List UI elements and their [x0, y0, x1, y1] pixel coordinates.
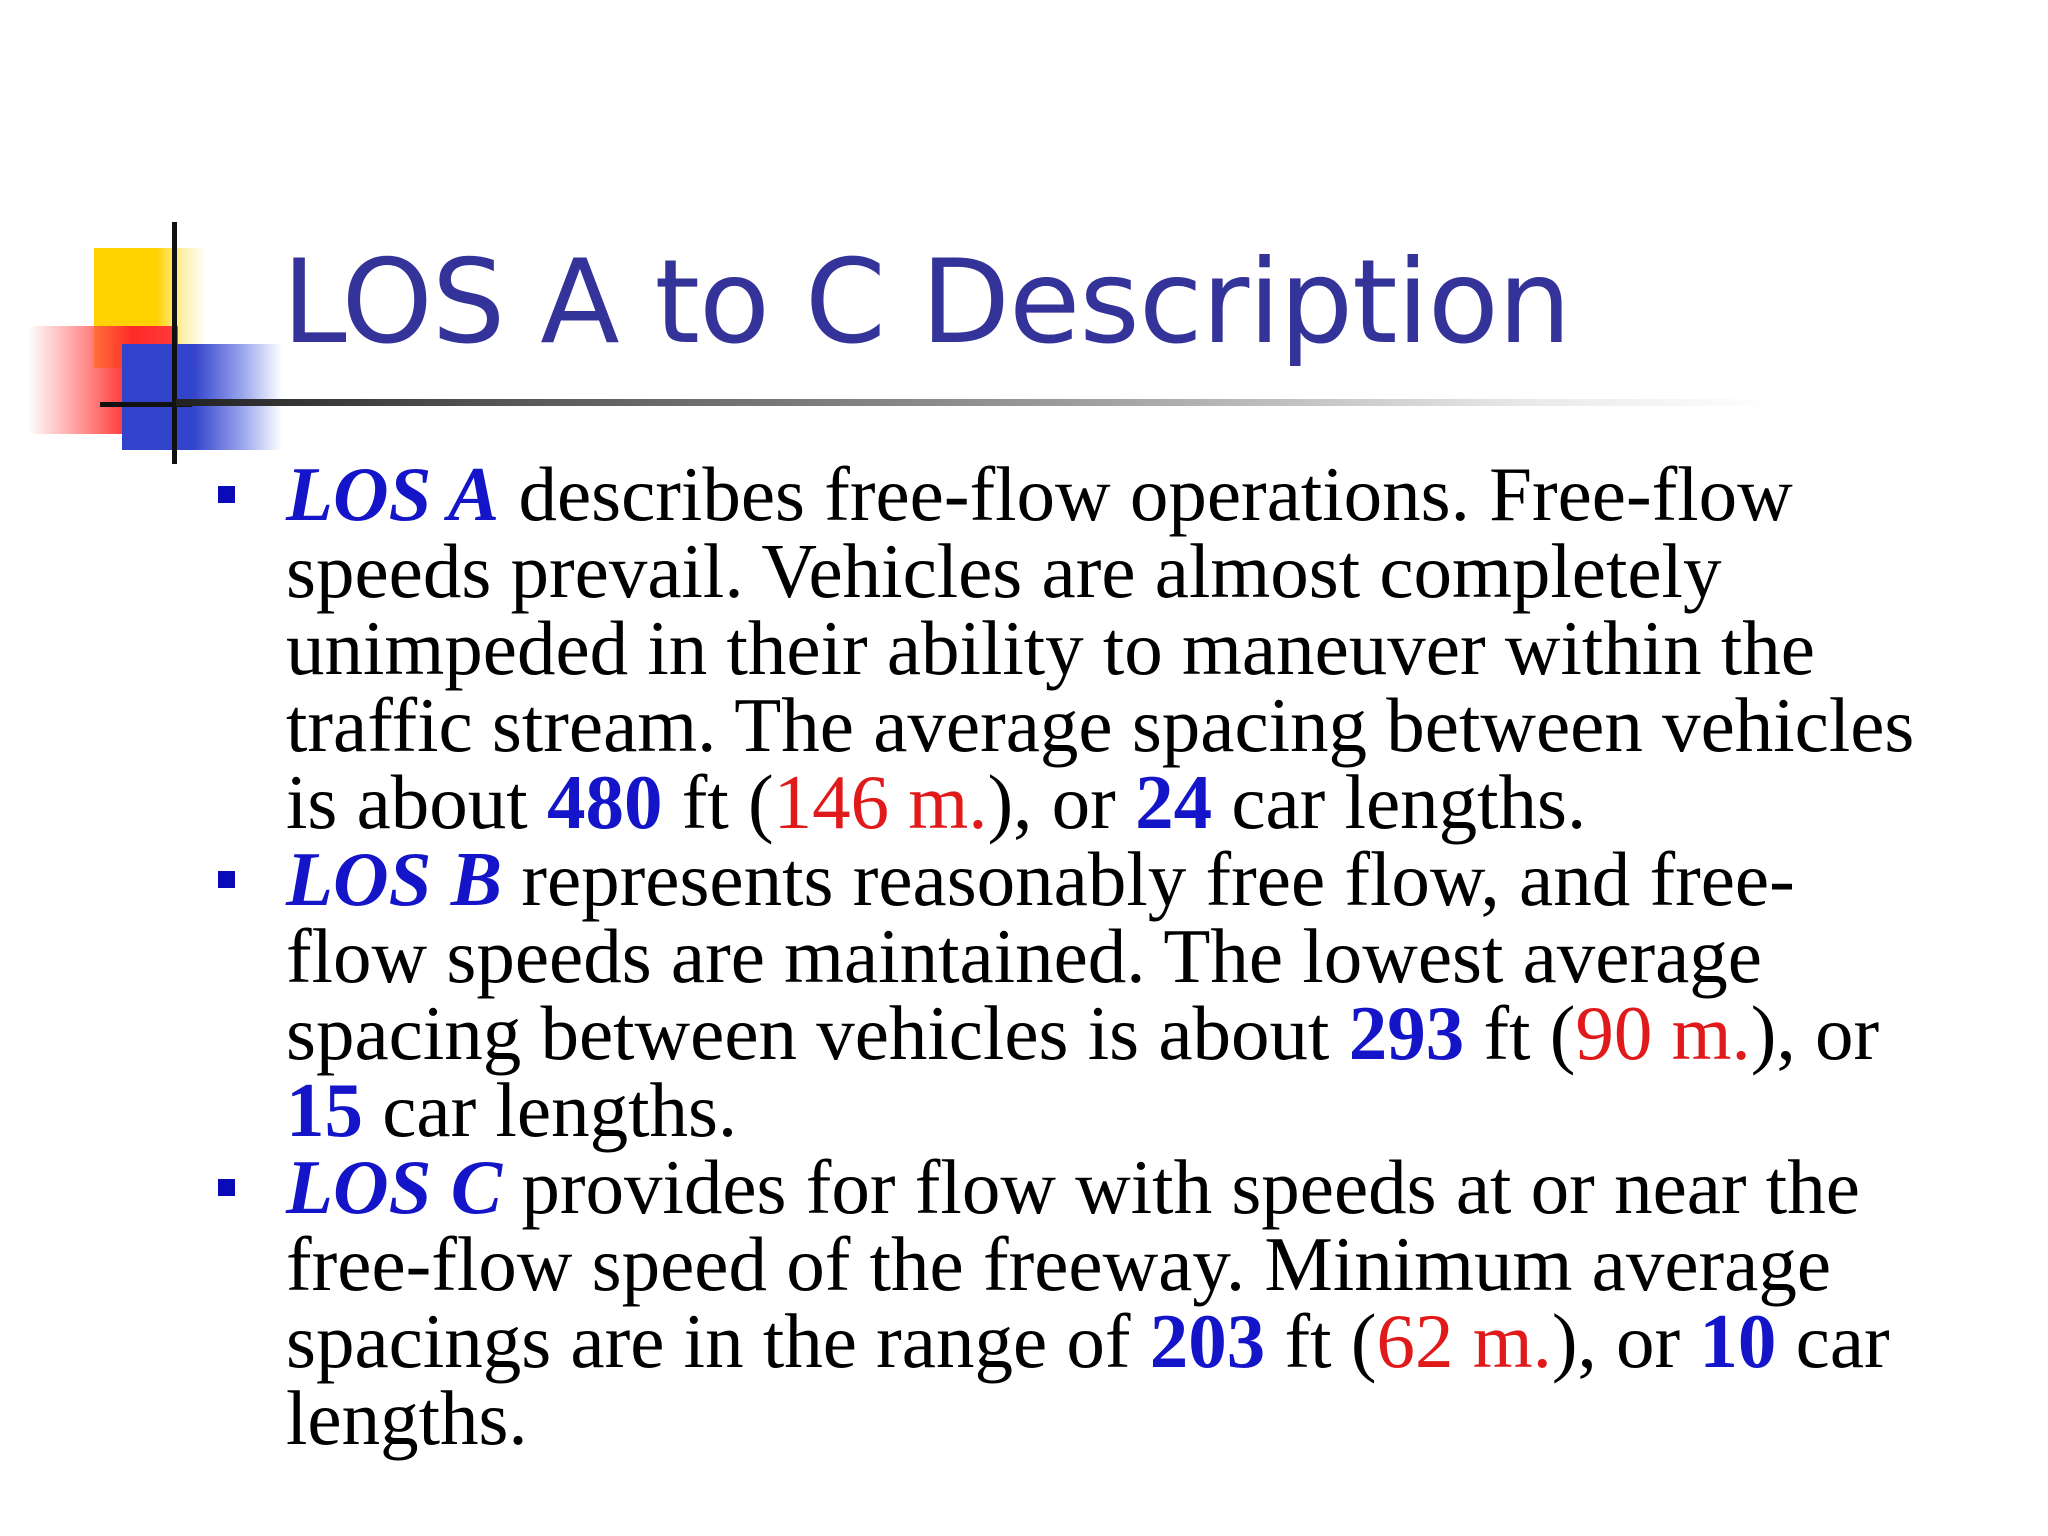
text-run: unimpeded in their ability to maneuver within the: [286, 605, 1815, 691]
text-line: [286, 1144, 2014, 1230]
metric-value: 146 m.: [773, 759, 988, 845]
text-run: car lengths.: [1212, 759, 1587, 845]
text-line: [286, 1067, 2014, 1153]
text-run: traffic stream. The average spacing between vehicles: [286, 682, 1915, 768]
metric-value: 62 m.: [1376, 1298, 1552, 1384]
text-line: [286, 836, 2014, 922]
text-run: free-flow speed of the freeway. Minimum average: [286, 1221, 1832, 1307]
text-run: flow speeds are maintained. The lowest average: [286, 913, 1762, 999]
bullet-text: [286, 1144, 2014, 1461]
text-run: ), or: [1750, 990, 1880, 1076]
slide-title: LOS A to C Description: [282, 235, 1571, 370]
text-run: car: [1776, 1298, 1890, 1384]
level-of-service-label: LOS B: [286, 836, 503, 922]
text-run: spacings are in the range of: [286, 1298, 1150, 1384]
level-of-service-label: LOS C: [286, 1144, 503, 1230]
metric-value: 90 m.: [1575, 990, 1751, 1076]
feet-value: 24: [1135, 759, 1213, 845]
text-run: provides for flow with speeds at or near the: [502, 1144, 1860, 1230]
feet-value: 15: [286, 1067, 363, 1153]
feet-value: 10: [1699, 1298, 1777, 1384]
text-line: [286, 605, 2014, 691]
text-line: [286, 913, 2014, 999]
text-run: ft (: [1265, 1298, 1377, 1384]
logo-blue-square: [122, 344, 282, 450]
text-run: describes free-flow operations. Free-flow: [499, 451, 1793, 537]
bullet-text: [286, 451, 2014, 845]
text-run: is about: [286, 759, 547, 845]
feet-value: 203: [1149, 1298, 1266, 1384]
title-underline: [176, 399, 1776, 406]
bullet-list: [214, 451, 2014, 1461]
text-run: represents reasonably free flow, and free-: [502, 836, 1795, 922]
text-run: ), or: [987, 759, 1136, 845]
square-bullet-icon: [218, 486, 235, 503]
logo-vertical-line: [172, 222, 177, 464]
text-line: [286, 682, 2014, 768]
text-run: car lengths.: [363, 1067, 738, 1153]
text-line: [286, 1298, 2014, 1384]
text-line: [286, 1375, 2014, 1461]
text-line: [286, 990, 2014, 1076]
bullet-item-los-b: [214, 836, 2014, 1153]
square-bullet-icon: [218, 871, 235, 888]
level-of-service-label: LOS A: [286, 451, 500, 537]
feet-value: 480: [546, 759, 663, 845]
text-run: lengths.: [286, 1375, 528, 1461]
text-line: [286, 528, 2014, 614]
text-line: [286, 451, 2014, 537]
text-run: ), or: [1551, 1298, 1700, 1384]
square-bullet-icon: [218, 1179, 235, 1196]
text-run: ft (: [1464, 990, 1576, 1076]
bullet-text: [286, 836, 2014, 1153]
text-line: [286, 1221, 2014, 1307]
bullet-item-los-a: [214, 451, 2014, 845]
bullet-item-los-c: [214, 1144, 2014, 1461]
feet-value: 293: [1348, 990, 1465, 1076]
text-run: ft (: [662, 759, 774, 845]
text-run: spacing between vehicles is about: [286, 990, 1349, 1076]
text-run: speeds prevail. Vehicles are almost completely: [286, 528, 1722, 614]
text-line: [286, 759, 2014, 845]
